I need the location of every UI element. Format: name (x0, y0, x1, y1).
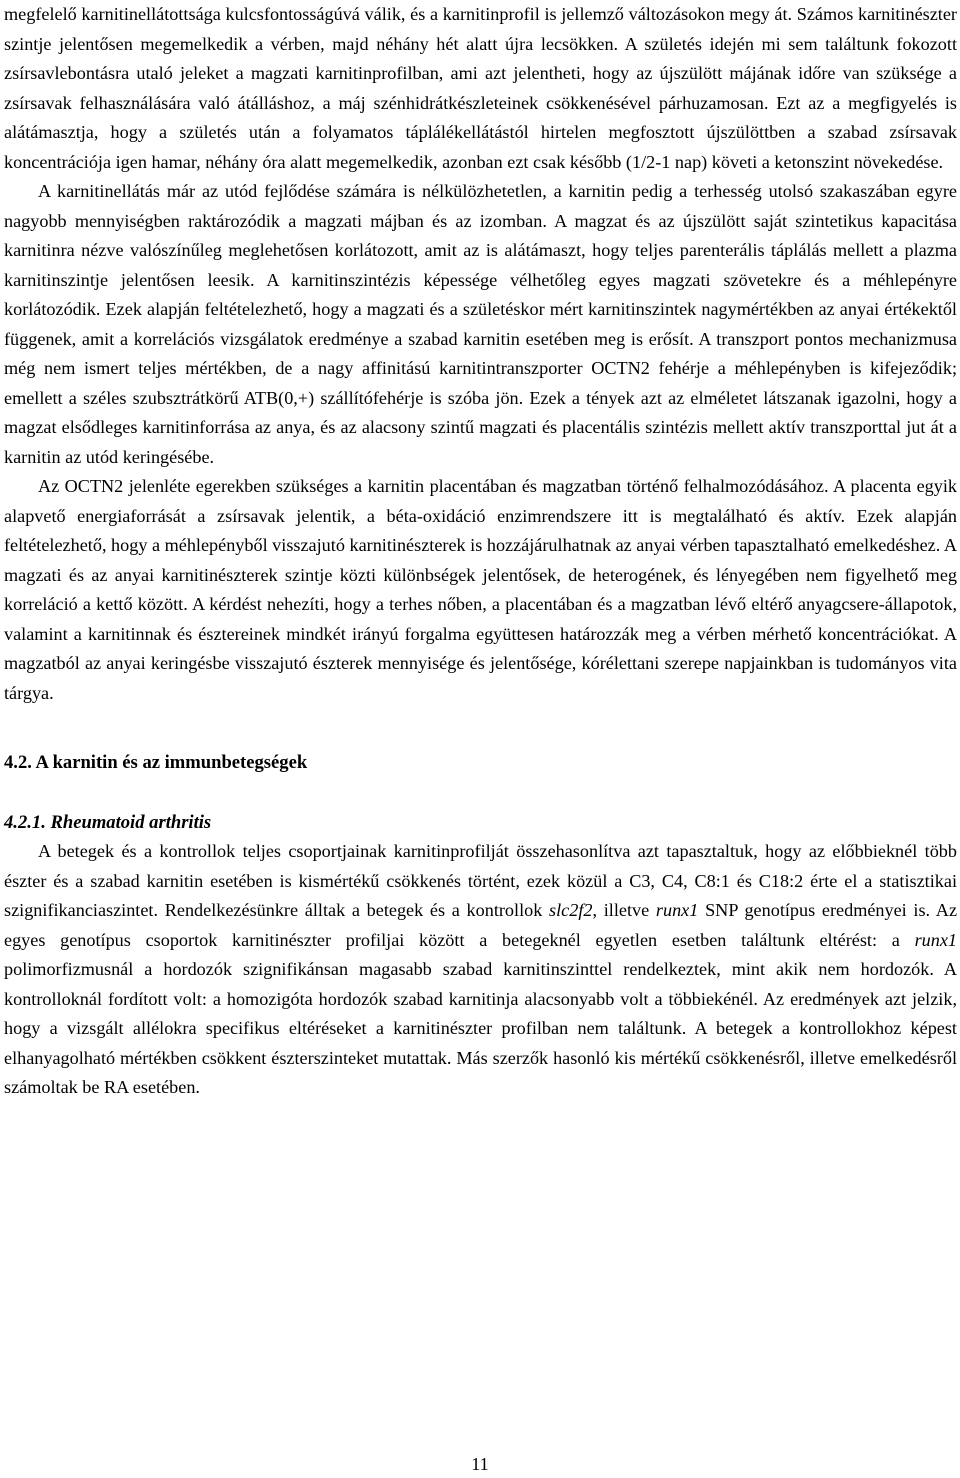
gene-name-runx1-second: runx1 (914, 929, 957, 950)
document-page (4, 0, 957, 1103)
paragraph-octn2-placenta: Az OCTN2 jelenléte egerekben szükséges a karnitin placentában és magzatban történő felhalmozódásához. A placenta egyik alapvető energiaforrását a zsírsavak jelentik, a béta-oxidáció enzimrendszere itt is megtalálható és aktív. Ezek alapján feltételezhető, hogy a méhlepényből visszajutó karnitinészterek is hozzájárulhatnak az anyai vérben tapasztalható emelkedéshez. A magzati és az anyai karnitinészterek szintje közti különbségek jelentősek, de heterogének, és lényegében nem figyelhető meg korreláció a kettő között. A kérdést nehezíti, hogy a terhes nőben, a placentában és a magzatban lévő eltérő anyagcsere-állapotok, valamint a karnitinnak és észtereinek mindkét irányú forgalma együttesen határozzák meg a vérben mérhető koncentrációkat. A magzatból az anyai keringésbe visszajutó észterek mennyisége és jelentősége, kórélettani szerepe napjainkban is tudományos vita tárgya. (4, 476, 957, 703)
ra-text-part-3: SNP genotípus eredményei is. Az egyes genotípus csoportok karnitinészter profiljai között a betegeknél egyetlen esetben találtunk eltérést: a (4, 900, 958, 950)
paragraph-fetal-carnitine-supply: A karnitinellátás már az utód fejlődése számára is nélkülözhetetlen, a karnitin pedig a terhesség utolsó szakaszában egyre nagyobb mennyiségben raktározódik a magzati májban és az izomban. A magzat és az újszülött saját szintetikus kapacitása karnitinra nézve valószínűleg meglehetősen korlátozott, amit az is alátámaszt, hogy teljes parenterális táplálás mellett a plazma karnitinszintje jelentősen leesik. A karnitinszintézis képessége vélhetőleg egyes magzati szövetekre és a méhlepényre korlátozódik. Ezek alapján feltételezhető, hogy a magzati és a születéskor mért karnitinszintek nagymértékben az anyai értékektől függenek, amit a korrelációs vizsgálatok eredménye a szabad karnitin esetében meg is erősít. A transzport pontos mechanizmusa még nem ismert teljes mértékben, de a nagy affinitású karnitintranszporter OCTN2 fehérje a méhlepényben is kifejeződik; emellett a széles szubsztrátkörű ATB(0,+) szállítófehérje is szóba jön. Ezek a tények azt az elméletet látszanak igazolni, hogy a magzat elsődleges karnitinforrása az anya, és az alacsony szintű magzati és placentális szintézis mellett aktív transzporttal jut át a karnitin az utód keringésébe. (4, 181, 957, 467)
subsection-heading: 4.2.1. Rheumatoid arthritis (4, 811, 212, 833)
ra-text-part-2: , illetve (592, 900, 656, 920)
page-number: 11 (471, 1454, 489, 1474)
gene-name-slc2f2: slc2f2 (549, 900, 593, 920)
section-heading: 4.2. A karnitin és az immunbetegségek (4, 752, 308, 773)
gene-name-runx1: runx1 (655, 900, 699, 920)
paragraph-rheumatoid-arthritis (4, 837, 957, 1103)
paragraph-newborn-carnitine: megfelelő karnitinellátottsága kulcsfontosságúvá válik, és a karnitinprofil is jellemző változásokon megy át. Számos karnitinészter szintje jelentősen megemelkedik a vérben, majd néhány hét alatt újra lecsökken. A születés idején mi sem találtunk fokozott zsírsavlebontásra utaló jeleket a magzati karnitinprofilban, ami azt jelentheti, hogy az újszülött májának időre van szüksége a zsírsavak felhasználására való átálláshoz, a máj szénhidrátkészleteinek csökkenésével párhuzamosan. Ezt az a megfigyelés is alátámasztja, hogy a születés után a folyamatos táplálékellátástól hirtelen megfosztott újszülöttben a szabad zsírsavak koncentrációja igen hamar, néhány óra alatt megemelkedik, azonban ezt csak később (1/2-1 nap) követi a ketonszint növekedése. (4, 4, 957, 172)
ra-text-part-4: polimorfizmusnál a hordozók szignifikánsan magasabb szabad karnitinszinttel rendelkeztek, mint akik nem hordozók. A kontrolloknál fordított volt: a homozigóta hordozók szabad karnitinja alacsonyabb volt a többiekénél. Az eredmények azt jelzik, hogy a vizsgált allélokra specifikus eltéréseket a karnitinészter profilban nem találtunk. A betegek a kontrollokhoz képest elhanyagolható mértékben csökkent észterszinteket mutattak. Más szerzők hasonló kis mértékű csökkenésről, illetve emelkedésről számoltak be RA esetében. (4, 959, 957, 1097)
ra-text-part-1: A betegek és a kontrollok teljes csoportjainak karnitinprofilját összehasonlítva azt tapasztaltuk, hogy az előbbieknél több észter és a szabad karnitin esetében is kismértékű csökkenés történt, ezek közül a C3, C4, C8:1 és C18:2 érte el a statisztikai szignifikanciaszintet. Rendelkezésünkre álltak a betegek és a kontrollok (4, 841, 957, 920)
